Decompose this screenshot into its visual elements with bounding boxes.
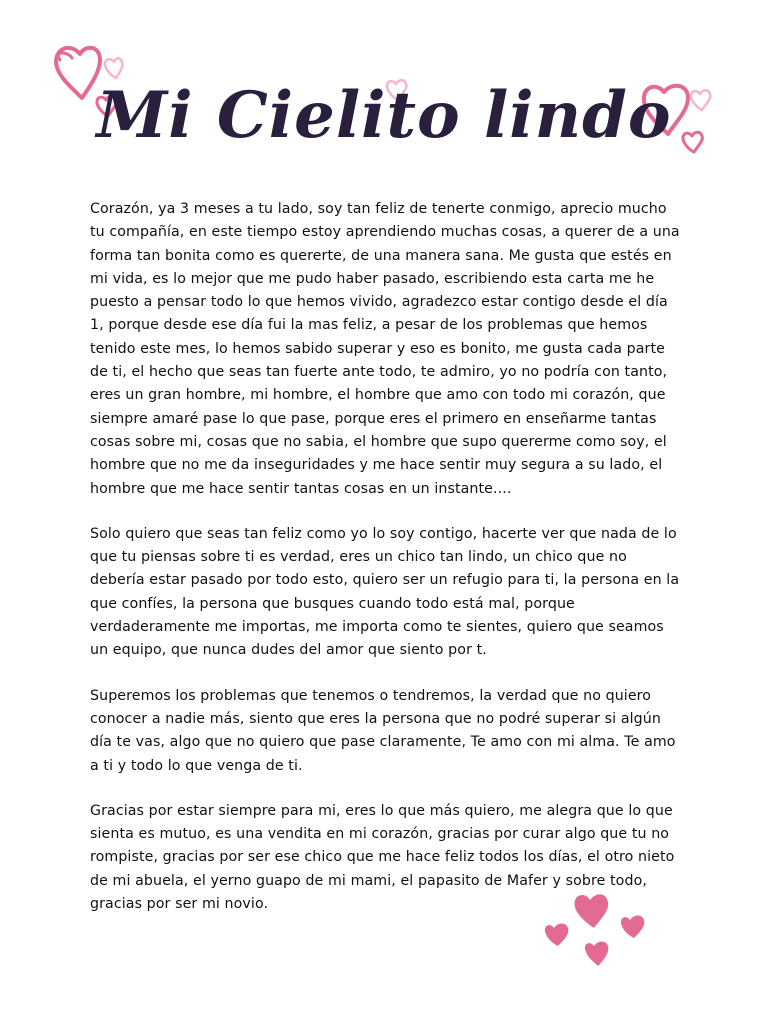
letter-title: Mi Cielito lindo (96, 78, 672, 153)
letter-paragraph: Gracias por estar siempre para mi, eres lo que más quiero, me alegra que lo que sienta es mutuo, es una vendita en mi corazón, gracias por curar algo que tu no rompiste, gracias por ser ese chico que me hace feliz todos los días, el otro nieto de mi abuela, el yerno guapo de mi mami, el papasito de Mafer y sobre todo, gracias por ser mi novio. (90, 802, 675, 913)
letter-paragraph: Corazón, ya 3 meses a tu lado, soy tan feliz de tenerte conmigo, aprecio mucho tu compañía, en este tiempo estoy aprendiendo muchas cosas, a querer de a una forma tan bonita como es quererte, de una manera sana. Me gusta que estés en mi vida, es lo mejor que me pudo haber pasado, escribiendo esta carta me he puesto a pensar todo lo que hemos vivido, agradezco estar contigo desde el día 1, porque desde ese día fui la mas feliz, a pesar de los problemas que hemos tenido este mes, lo hemos sabido superar y eso es bonito, me gusta cada parte de ti, el hecho que seas tan fuerte ante todo, te admiro, yo no podría con tanto, eres un gran hombre, mi hombre, el hombre que amo con todo mi corazón, que siempre amaré pase lo que pase, porque eres el primero en enseñarme tantas cosas sobre mi, cosas que no sabia, el hombre que supo quererme como soy, el hombre que no me da inseguridades y me hace sentir muy segura a su lado, el hombre que me hace sentir tantas cosas en un instante.... (90, 201, 680, 497)
letter-paragraph: Superemos los problemas que tenemos o tendremos, la verdad que no quiero conocer a nadie más, siento que eres la persona que no podré superar si algún día te vas, algo que no quiero que pase claramente, Te amo con mi alma. Te amo a ti y todo lo que venga de ti. (90, 687, 676, 774)
letter-body (90, 198, 680, 938)
letter-paragraph: Solo quiero que seas tan feliz como yo lo soy contigo, hacerte ver que nada de lo que tu piensas sobre ti es verdad, eres un chico tan lindo, un chico que no debería estar pasado por todo esto, quiero ser un refugio para ti, la persona en la que confíes, la persona que busques cuando todo está mal, porque verdaderamente me importas, me importa como te sientes, quiero que seamos un equipo, que nunca dudes del amor que siento por t. (90, 525, 680, 659)
